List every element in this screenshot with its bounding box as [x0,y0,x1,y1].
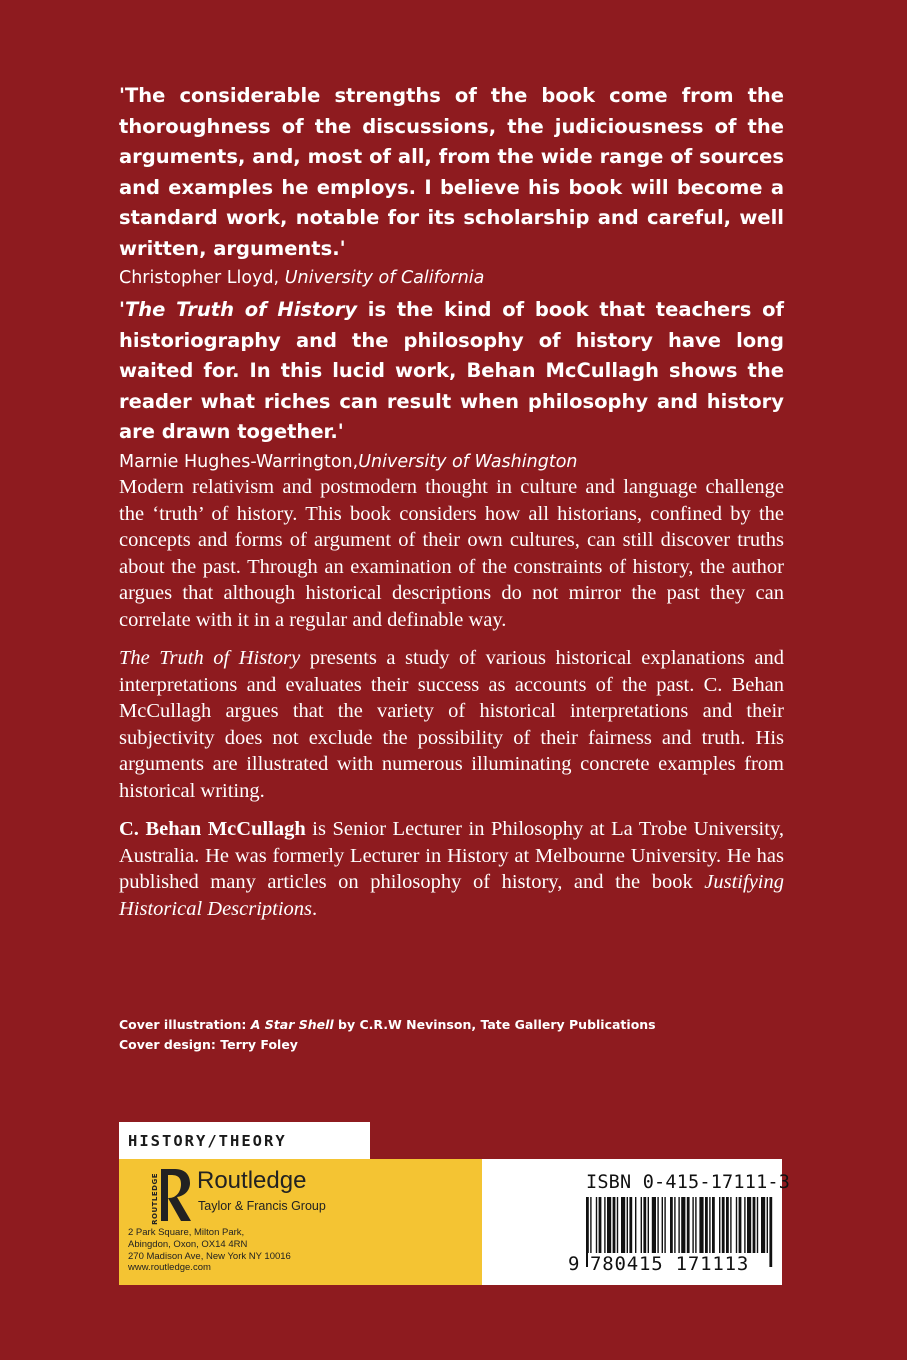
barcode-bar [670,1197,673,1253]
barcode-bar [726,1197,729,1253]
barcode-bar [627,1197,628,1253]
book-title: The Truth of History [119,647,301,669]
barcode-bar [643,1197,646,1253]
barcode-bar [607,1197,611,1253]
barcode-bar [761,1197,765,1253]
publisher-name: Routledge [197,1167,307,1194]
open-quote: ' [119,298,125,321]
author-name: C. Behan McCullagh [119,818,306,840]
quote-attribution [119,449,784,475]
barcode-bar [641,1197,642,1253]
barcode-bar [635,1197,636,1253]
barcode-panel [482,1159,791,1285]
other-book-title: Justifying Historical Descriptions [119,871,784,920]
ean-first-digit: 9 [568,1253,580,1275]
barcode-bar [730,1197,731,1253]
barcode-bar [617,1197,618,1253]
barcode-bar [712,1197,715,1253]
credit-rest: by C.R.W Nevinson, Tate Gallery Publications [333,1017,656,1032]
series-label: HISTORY/THEORY [119,1122,370,1159]
barcode-bar [699,1197,703,1253]
barcode-bar [678,1197,679,1253]
description-paragraph-2 [119,645,784,804]
barcode-bar [599,1197,602,1253]
cover-credits [119,1015,656,1055]
book-description [119,474,784,934]
logo-vertical-text: ROUTLEDGE [151,1173,159,1225]
routledge-logo-icon [155,1167,193,1223]
quote-author: Christopher Lloyd, [119,268,285,288]
publisher-group: Taylor & Francis Group [198,1199,326,1213]
isbn-number: ISBN 0-415-17111-3 [586,1172,791,1193]
publisher-website: www.routledge.com [128,1262,211,1274]
bio-end: . [312,897,318,920]
design-credit: Cover design: Terry Foley [119,1037,298,1052]
barcode-bar [736,1197,737,1253]
barcode-bar [629,1197,632,1253]
description-paragraph-1: Modern relativism and postmodern thought in culture and language challenge the ‘truth’ of history. This book considers how all historians, confined by the concepts and forms of argument of their own cultures, can still discover truths about the past. Through an examination of the constraints of history, the author argues that although historical descriptions do not mirror the past they can correlate with it in a regular and definable way. [119,476,784,631]
barcode-bar [769,1197,772,1267]
credit-label: Cover illustration: [119,1017,251,1032]
address-line: 2 Park Square, Milton Park, [128,1227,245,1238]
illustration-title: A Star Shell [250,1017,334,1032]
barcode-bar [613,1197,616,1253]
barcode-bar [648,1197,649,1253]
review-quote-2 [119,295,784,475]
review-quote-1 [119,81,784,291]
barcode-bar [739,1197,742,1253]
ean-digits: 780415 171113 [590,1253,750,1275]
barcode-bar [695,1197,696,1253]
barcode-bar [664,1197,665,1253]
quote-body: is the kind of book that teachers of historiography and the philosophy of history have long waited for. In this lucid work, Behan McCullagh shows the reader what riches can result when philosophy and history are drawn together.' [119,298,784,443]
barcode-bar [692,1197,693,1253]
barcode-bar [687,1197,690,1253]
quote-text [119,295,784,448]
barcode-bar [652,1197,656,1253]
barcode-bar [709,1197,710,1253]
barcode-bar [753,1197,756,1253]
quote-affiliation: University of Washington [358,451,578,472]
barcode-bar [662,1197,663,1253]
barcode-bar [722,1197,725,1253]
paragraph-text: presents a study of various historical explanations and interpretations and evaluates their success as accounts of the past. C. Behan McCullagh argues that the variety of historical interpretations and their subjectivity does not exclude the possibility of their fairness and truth. His arguments are illustrated with numerous illuminating concrete examples from historical writing. [119,647,784,802]
author-bio [119,816,784,922]
barcode-bar [596,1197,597,1253]
publisher-address [128,1227,291,1274]
book-title: The Truth of History [124,298,358,321]
barcode-bar [767,1197,768,1253]
barcode-bar [681,1197,685,1253]
barcode-bar [674,1197,675,1253]
barcode-bar [757,1197,758,1253]
quote-author: Marnie Hughes-Warrington, [119,451,359,472]
illustration-credit [119,1015,656,1035]
address-line: 270 Madison Ave, New York NY 10016 [128,1250,291,1262]
quote-affiliation: University of California [284,268,485,288]
barcode-bar [621,1197,625,1253]
barcode-bar [705,1197,708,1253]
barcode-bar [744,1197,745,1253]
barcode-bar [657,1197,658,1253]
quote-attribution [119,265,784,291]
bio-text: is Senior Lecturer in Philosophy at La Trobe University, Australia. He was formerly Lecturer in History at Melbourne University. He has published many articles on philosophy of history, and the book [119,818,784,893]
address-line: Abingdon, Oxon, OX14 4RN [128,1238,248,1250]
barcode-bar [747,1197,751,1253]
barcode-bar [604,1197,605,1253]
publisher-panel [119,1159,482,1285]
quote-text: 'The considerable strengths of the book come from the thoroughness of the discussions, the judiciousness of the arguments, and, most of all, from the wide range of sources and examples he employs. I believe his book will become a standard work, notable for its scholarship and careful, well written, arguments.' [119,84,784,260]
